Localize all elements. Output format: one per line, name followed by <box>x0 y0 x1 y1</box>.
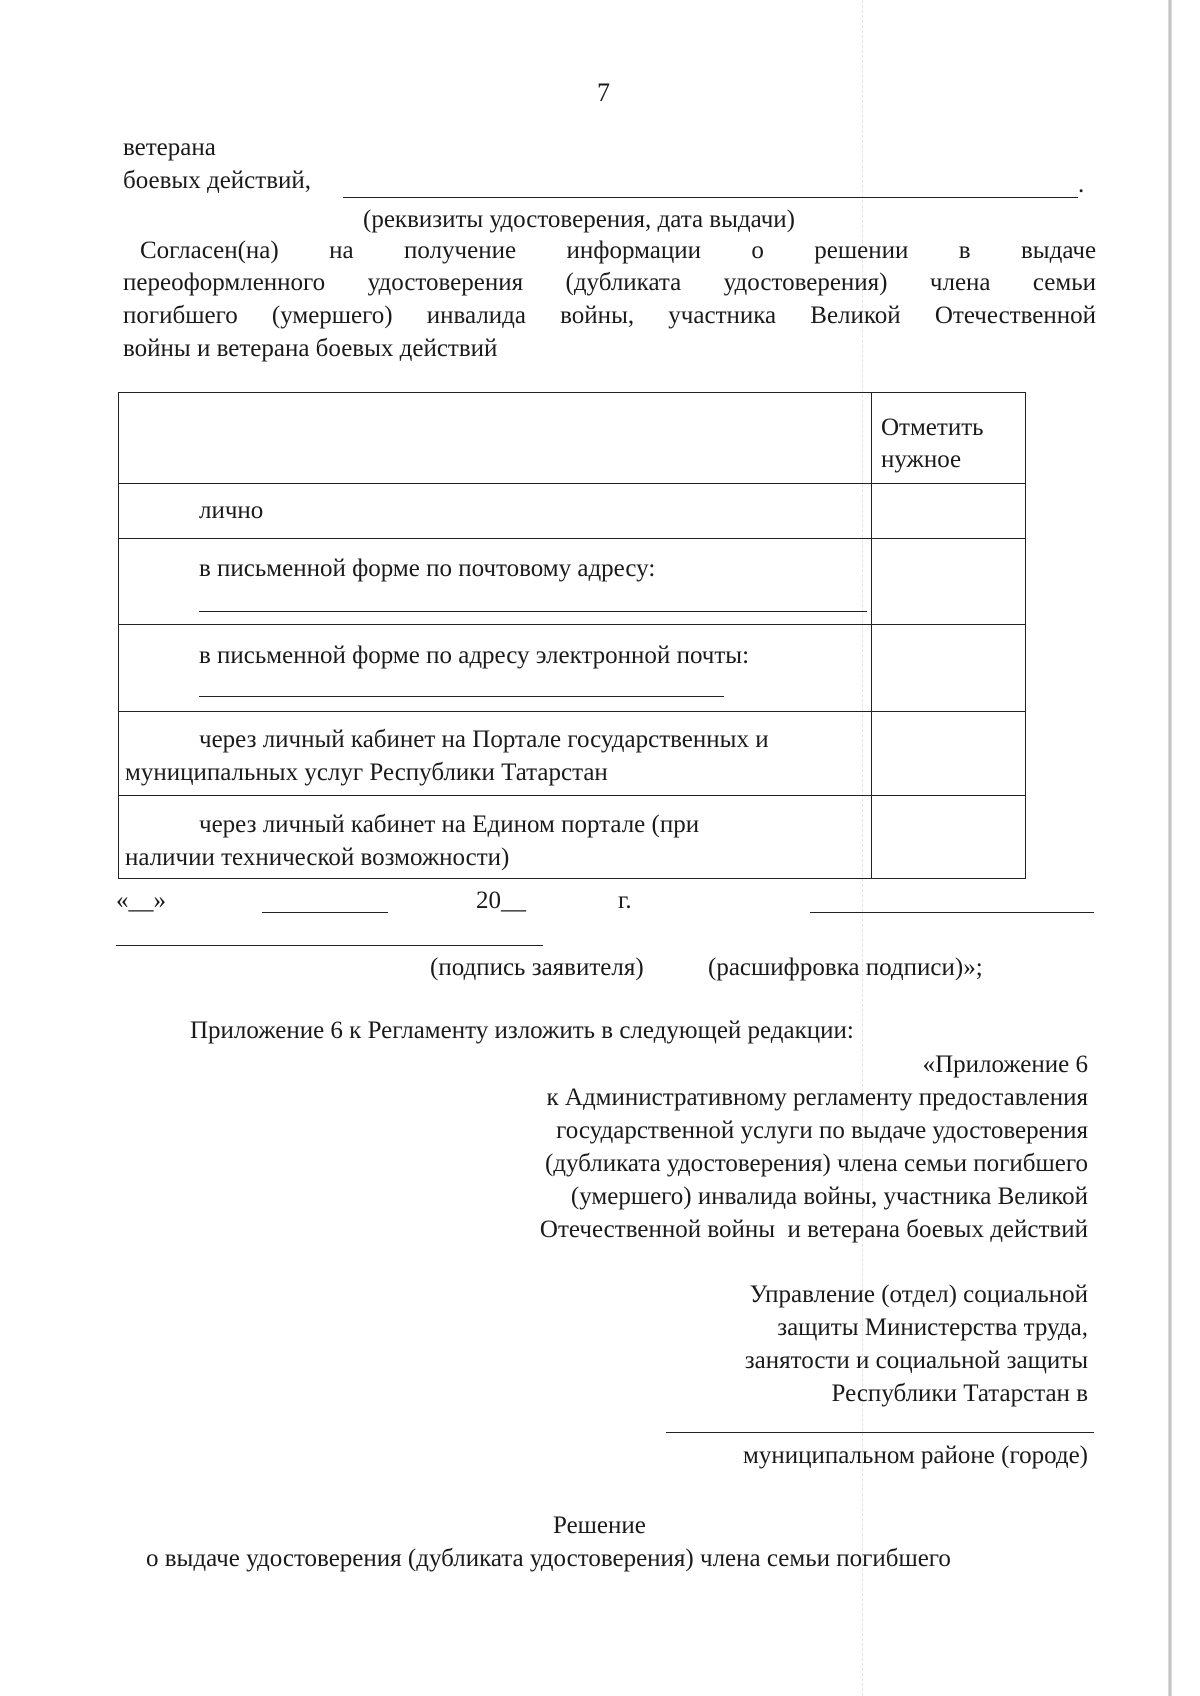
table-row-divider <box>119 483 1025 484</box>
date-day: «__» <box>116 887 166 914</box>
addressee-4: Республики Татарстан в <box>831 1380 1088 1407</box>
appendix-heading-4: (дубликата удостоверения) члена семьи погибшего <box>544 1150 1088 1177</box>
table-row-divider <box>119 538 1025 539</box>
page-edge-shadow <box>1168 0 1172 1696</box>
signature-decode-line <box>810 912 1094 913</box>
option-postal: в письменной форме по почтовому адресу: <box>199 555 656 582</box>
date-year: 20__ <box>476 887 526 914</box>
option-email: в письменной форме по адресу электронной почты: <box>199 642 750 669</box>
line-end-dot: . <box>1078 171 1085 198</box>
option-in-person: лично <box>199 497 264 524</box>
table-header-mark-1: Отметить <box>881 414 984 441</box>
appendix-heading-3: государственной услуги по выдаче удостоверения <box>556 1117 1088 1144</box>
municipal-caption: муниципальном районе (городе) <box>743 1442 1088 1469</box>
signature-decode-caption: (расшифровка подписи)»; <box>708 954 983 981</box>
combat-label: боевых действий, <box>123 167 312 194</box>
veteran-label: ветерана <box>123 134 216 161</box>
table-row-divider <box>119 711 1025 712</box>
email-address-line <box>199 696 724 697</box>
consent-line-3: погибшего (умершего) инвалида войны, участника Великой Отечественной <box>123 302 1097 329</box>
date-month-line <box>262 912 388 913</box>
option-unified-portal-2: наличии технической возможности) <box>125 844 510 871</box>
table-row-divider <box>119 795 1025 796</box>
appendix-instruction: Приложение 6 к Регламенту изложить в следующей редакции: <box>190 1017 854 1044</box>
signature-caption: (подпись заявителя) <box>430 954 644 981</box>
option-regional-portal-2: муниципальных услуг Республики Татарстан <box>125 759 608 786</box>
municipal-name-line <box>666 1432 1094 1433</box>
appendix-heading-6: Отечественной войны и ветерана боевых действий <box>539 1216 1088 1243</box>
appendix-heading-1: «Приложение 6 <box>922 1051 1088 1078</box>
page-number: 7 <box>597 78 610 107</box>
consent-line-4: войны и ветерана боевых действий <box>123 335 498 362</box>
postal-address-line <box>199 611 867 612</box>
consent-line-2: переоформленного удостоверения (дубликата удостоверения) члена семьи <box>123 269 1096 296</box>
decision-title: Решение <box>553 1512 646 1539</box>
appendix-heading-5: (умершего) инвалида войны, участника Великой <box>570 1183 1088 1210</box>
certificate-caption: (реквизиты удостоверения, дата выдачи) <box>363 206 795 233</box>
addressee-2: защиты Министерства труда, <box>777 1314 1088 1341</box>
decision-subtitle: о выдаче удостоверения (дубликата удостоверения) члена семьи погибшего <box>146 1545 951 1572</box>
option-regional-portal-1: через личный кабинет на Портале государственных и <box>199 726 769 753</box>
date-year-suffix: г. <box>618 887 632 914</box>
table-column-divider <box>871 393 872 878</box>
table-row-divider <box>119 624 1025 625</box>
addressee-1: Управление (отдел) социальной <box>749 1281 1088 1308</box>
table-header-mark-2: нужное <box>881 446 962 473</box>
certificate-details-line <box>343 197 1078 198</box>
appendix-heading-2: к Административному регламенту предоставления <box>546 1084 1088 1111</box>
addressee-3: занятости и социальной защиты <box>744 1347 1088 1374</box>
notification-method-table <box>118 392 1026 879</box>
signature-line <box>116 945 543 946</box>
consent-line-1: Согласен(на) на получение информации о решении в выдаче <box>140 237 1097 264</box>
option-unified-portal-1: через личный кабинет на Едином портале (при <box>199 811 700 838</box>
